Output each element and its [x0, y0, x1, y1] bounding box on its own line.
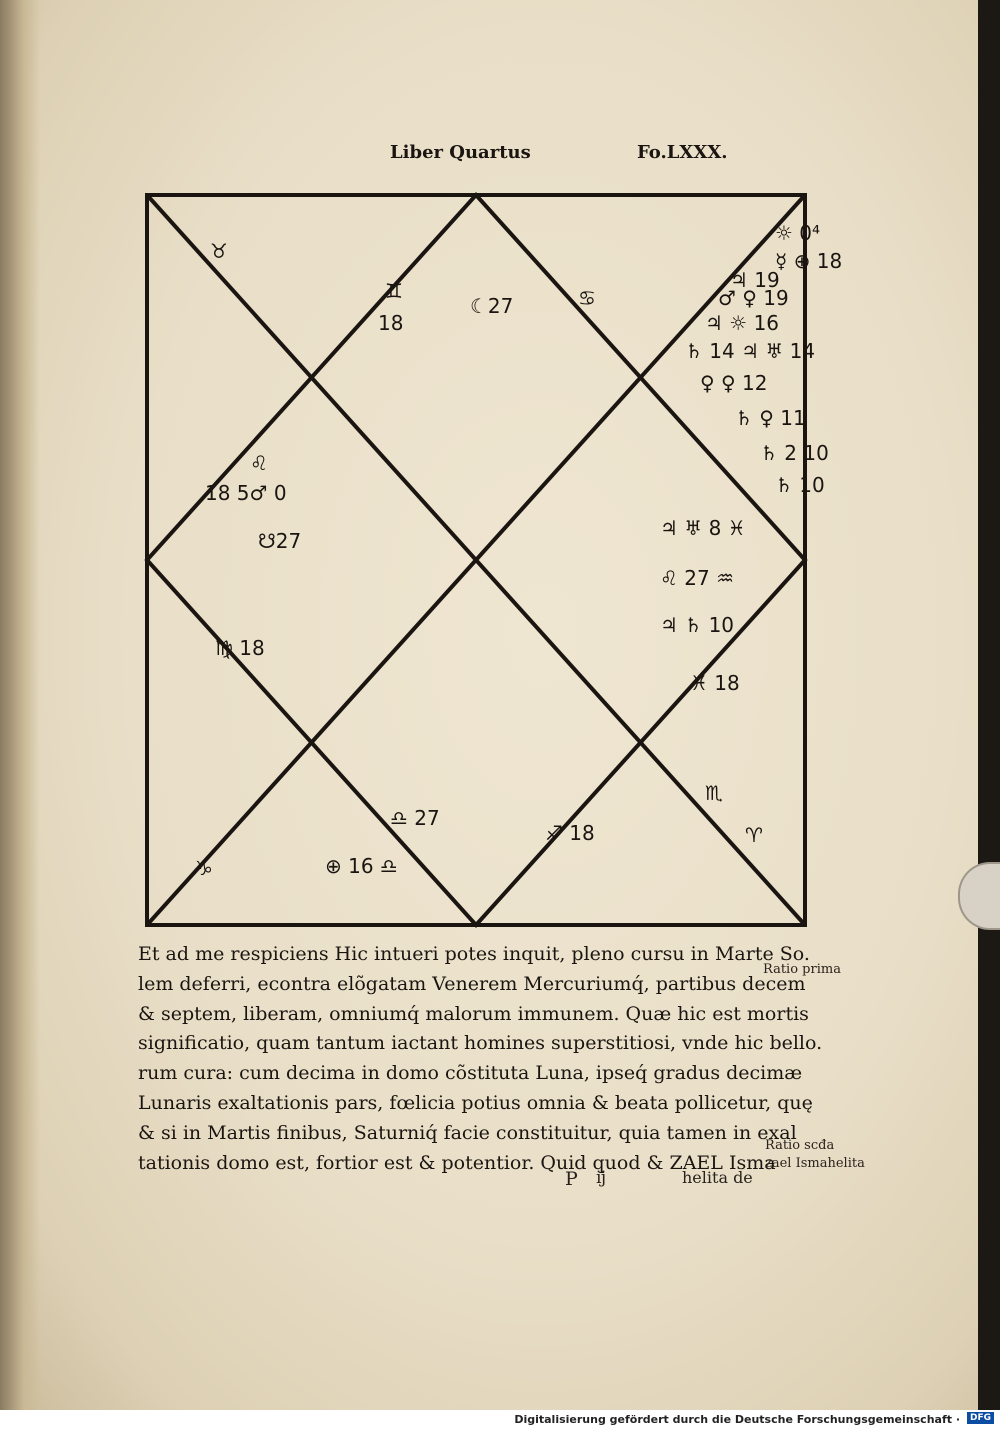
chart-glyph-mid-right-2: ♌ 27 ♒	[660, 566, 735, 590]
body-line: Lunaris exaltationis pars, fœlicia potius omnia & beata pollicetur, quę	[138, 1091, 813, 1114]
chart-glyph-layer	[195, 221, 842, 880]
margin-note-ratio-prima: Ratio prima	[763, 962, 841, 977]
body-line: & septem, liberam, omniumq́ malorum immunem. Quæ hic est mortis	[138, 1002, 809, 1025]
chart-glyph-aries-br: ♈	[745, 823, 763, 847]
chart-glyph-fortune: ⊕ 16 ♎	[325, 854, 398, 878]
chart-glyph-sag-sign: ♐ 18	[545, 821, 595, 845]
chart-glyph-sun-sign-1: ♉	[210, 239, 228, 263]
chart-glyph-lib-center: ♎ 27	[390, 806, 440, 830]
chart-glyph-left-virgo: ♍ 18	[215, 636, 265, 660]
chart-glyph-lower-right: ♓ 18	[690, 671, 740, 695]
chart-glyph-right-list-8: ♄ ♀ 11	[735, 406, 806, 430]
chart-glyph-moon: ☾27	[470, 294, 514, 318]
body-line: tationis domo est, fortior est & potentior. Quid quod & ZAEL Isma	[138, 1151, 776, 1174]
margin-note-ratio-secunda-1: Ratio scđa	[765, 1138, 835, 1153]
running-title: Liber Quartus	[390, 142, 531, 163]
chart-glyph-right-list-4: ♂ ♀ 19	[718, 286, 789, 310]
body-line: & si in Martis finibus, Saturniq́ facie constituitur, quia tamen in exal	[138, 1121, 797, 1144]
body-line: lem deferri, econtra elõgatam Venerem Mercuriumq́, partibus decem	[138, 972, 806, 995]
dfg-logo: DFG	[967, 1412, 994, 1424]
chart-glyph-right-list-6: ♄ 14 ♃ ♅ 14	[685, 339, 816, 363]
chart-glyph-node: ☋27	[258, 529, 302, 553]
chart-glyph-left-arc: 18 5♂ 0	[205, 481, 287, 505]
chart-glyph-right-list-9: ♄ 2 10	[760, 441, 829, 465]
chart-glyph-cancer-sign: ♋	[578, 286, 596, 310]
digitization-footer	[0, 1410, 1000, 1429]
chart-glyph-gem-sign: ♊	[385, 279, 403, 303]
signature-mark-2: ĳ	[596, 1168, 606, 1188]
chart-glyph-right-list-2: ☿ ⊕ 18	[775, 249, 843, 273]
margin-note-ratio-secunda-2: zael Ismahelita	[765, 1156, 865, 1171]
signature-mark: P	[565, 1168, 578, 1190]
chart-glyph-right-list-1: ☼ 0⁴	[775, 221, 821, 245]
folio-number: Fo.LXXX.	[637, 142, 728, 163]
chart-glyph-label-1: 18	[378, 311, 404, 335]
chart-glyph-right-list-7: ♀ ♀ 12	[700, 371, 768, 395]
chart-glyph-scorpio: ♏	[705, 781, 723, 805]
footer-text: Digitalisierung gefördert durch die Deutsche Forschungsgemeinschaft ·	[514, 1413, 960, 1426]
body-line: rum cura: cum decima in domo cõstituta Luna, ipseq́ gradus decimæ	[138, 1062, 803, 1085]
body-line: significatio, quam tantum iactant homines superstitiosi, vnde hic bello.	[138, 1032, 823, 1055]
chart-glyph-right-list-10: ♄ 10	[775, 473, 825, 497]
chart-glyph-mid-right-1: ♃ ♅ 8 ♓	[660, 516, 746, 540]
chart-glyph-right-list-5: ♃ ☼ 16	[705, 311, 780, 335]
body-line: Et ad me respiciens Hic intueri potes inquit, pleno cursu in Marte So.	[138, 943, 810, 965]
catchword: helita de	[682, 1168, 753, 1187]
chart-glyph-leo-sign: ♌	[250, 451, 268, 475]
chart-glyph-mid-right-3: ♃ ♄ 10	[660, 613, 735, 637]
chart-glyph-cap-bl: ♑	[195, 856, 213, 880]
chart-glyph-right-list-3: ♃ 19	[730, 268, 780, 292]
